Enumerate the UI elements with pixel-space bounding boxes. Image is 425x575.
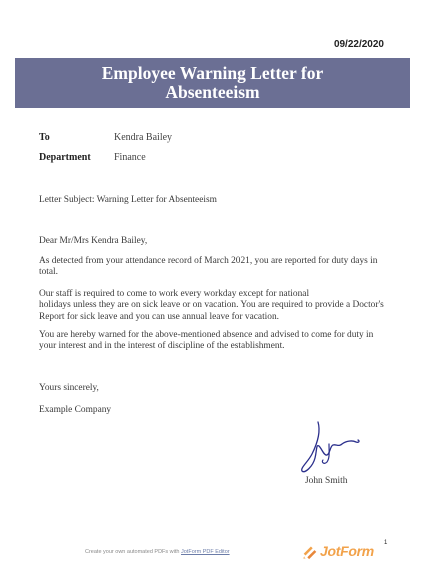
department-row	[39, 152, 146, 163]
recipient-row	[39, 132, 172, 143]
company-name: Example Company	[39, 405, 112, 415]
paragraph-policy-rest: holidays unless they are on sick leave or on vacation. You are required to provide a Doctor's Report for sick leave and you can use annual leave for vacation.	[39, 300, 384, 322]
department-label: Department	[39, 152, 91, 163]
jotform-logo-text: JotForm	[320, 543, 374, 559]
paragraph-attendance: As detected from your attendance record of March 2021, you are reported for duty days in total.	[39, 256, 378, 278]
jotform-logo[interactable]	[301, 542, 374, 560]
paragraph-warning: You are hereby warned for the above-mentioned absence and advised to come for duty in your interest and in the interest of discipline of the establishment.	[39, 330, 374, 352]
jotform-editor-link[interactable]: JotForm PDF Editor	[181, 549, 230, 555]
title-banner	[15, 58, 410, 108]
greeting: Dear Mr/Mrs Kendra Bailey,	[39, 236, 148, 246]
footer-text: Create your own automated PDFs with	[85, 549, 181, 555]
to-label: To	[39, 132, 50, 143]
signer-name: John Smith	[305, 476, 348, 486]
page-number: 1	[384, 540, 388, 546]
letter-title: Employee Warning Letter for Absenteeism	[101, 63, 324, 102]
to-value: Kendra Bailey	[114, 132, 173, 143]
department-value: Finance	[114, 152, 146, 163]
footer-note	[85, 549, 230, 555]
paragraph-policy-line-1: Our staff is required to come to work every workday except for national	[39, 289, 310, 299]
jotform-logo-icon	[301, 542, 319, 560]
paragraph-policy	[39, 289, 389, 323]
letter-subject: Letter Subject: Warning Letter for Absenteeism	[39, 195, 217, 205]
closing: Yours sincerely,	[39, 383, 99, 393]
letter-date: 09/22/2020	[333, 39, 384, 50]
signature-image	[296, 416, 364, 476]
